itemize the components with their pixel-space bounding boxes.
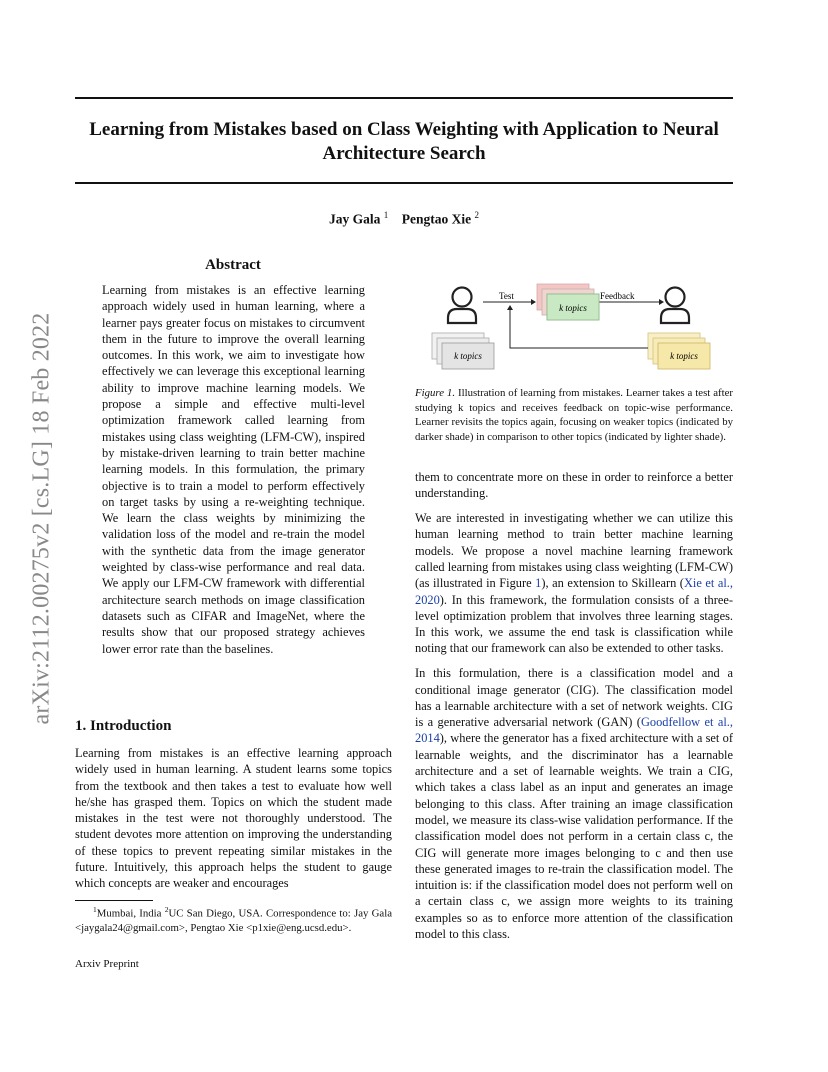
feedback-label: Feedback xyxy=(600,291,635,301)
footnote-text: Mumbai, India xyxy=(96,907,165,920)
k-topics-label: k topics xyxy=(454,351,482,361)
arrow-head xyxy=(531,299,536,305)
test-topics-stack xyxy=(537,284,599,320)
abstract-text: Learning from mistakes is an effective learning approach widely used in human learning, where a learner pays greater focus on mistakes to circumvent them in the future to improve the overall learning outcomes. In this work, we aim to investigate how effectively we can leverage this exceptional learning ability to improve machine learning models. We propose a simple and effective multi-level optimization framework called learning from mistakes using class weighting (LFM-CW), inspired by mistake-driven learning to train better machine learning models. In this formulation, the primary objective is to train a model to perform effectively on target tasks by using a re-weighting technique. We learn the class weights by minimizing the validation loss of the model and re-train the model with the synthetic data from the image generator weighted by class-wise performance and real data. We apply our LFM-CW framework with differential architecture search methods on image classification datasets such as CIFAR and ImageNet, where the results show that our proposed strategy achieves lower error rate than the baselines. xyxy=(102,283,365,656)
caption-label: Figure 1. xyxy=(415,387,456,399)
footnote-rule xyxy=(75,900,153,901)
preprint-label: Arxiv Preprint xyxy=(75,958,139,970)
figure-1-svg xyxy=(415,278,733,378)
title-bottom-rule xyxy=(75,182,733,184)
right-column-text xyxy=(415,469,733,951)
paragraph xyxy=(415,510,733,657)
section-heading-introduction: 1. Introduction xyxy=(75,718,172,734)
title-top-rule xyxy=(75,97,733,99)
figure-1-diagram xyxy=(415,278,733,378)
paper-title xyxy=(75,118,733,166)
figure-ref-link[interactable]: 1 xyxy=(535,576,542,591)
footnote-text: UC San Diego, USA. Correspondence to: Jay Gala <jaygala24@gmail.com>, Pengtao Xie <p1xie@eng.ucsd.edu>. xyxy=(75,907,393,935)
abstract-heading: Abstract xyxy=(205,257,261,273)
learner-icon-right xyxy=(661,288,689,324)
caption-text: Illustration of learning from mistakes. Learner takes a test after studying k topics and receives feedback on topic-wise performance. Learner revisits the topics again, focusing on weaker topics (indicated by darker shade) in comparison to other topics (indicated by lighter shade). xyxy=(415,387,733,443)
k-topics-label: k topics xyxy=(670,351,698,361)
arrow-head xyxy=(659,299,664,305)
paragraph xyxy=(415,665,733,942)
footnote-mark: 2 xyxy=(164,905,169,914)
author-list xyxy=(75,210,733,228)
citation-link[interactable]: Goodfellow et al., 2014 xyxy=(415,715,734,746)
learner-icon-left xyxy=(448,288,476,324)
figure-1-caption xyxy=(415,386,733,444)
author-name: Pengtao Xie xyxy=(401,211,472,227)
paragraph-text: In this formulation, there is a classification model and a conditional image generator (CIG). The classification model has a learnable architecture with a set of network weights. CIG is a generative adversarial network (GAN) ( xyxy=(415,666,733,730)
paragraph-text: ). In this framework, the formulation consists of a three-level optimization problem that involves three learning stages. In this work, we assume the end task is classification while noting that our framework can also be extended to other tasks. xyxy=(415,592,733,656)
author-name: Jay Gala xyxy=(329,211,381,227)
arrow-head xyxy=(507,305,513,310)
paragraph-text: We are interested in investigating whether we can utilize this human learning method to train better machine learning models. We propose a novel machine learning framework called learning from mistakes using class weighting (LFM-CW) (as illustrated in Figure xyxy=(415,511,733,591)
paragraph-text: ), an extension to Skillearn ( xyxy=(541,576,684,591)
revisit-topics-stack xyxy=(648,333,710,369)
introduction-text: Learning from mistakes is an effective learning approach widely used in human learning. A student learns some topics from the textbook and then takes a test to evaluate how well he/she has grasped them. Topics on which the student made mistakes in the test were not thoroughly understood. The student devotes more attention on improving the understanding of these topics to prevent repeating similar mistakes in the future. Intuitively, this approach helps the student to gauge which concepts are weaker and encourages xyxy=(75,746,392,891)
citation-link[interactable]: Xie et al., 2020 xyxy=(415,576,733,607)
title-line-1: Learning from Mistakes based on Class Weighting with Application to Neural xyxy=(89,119,719,140)
author-affiliation-mark: 2 xyxy=(474,210,479,220)
test-label: Test xyxy=(499,291,514,301)
arxiv-identifier: arXiv:2112.00275v2 [cs.LG] 18 Feb 2022 xyxy=(28,312,55,725)
footnote-mark: 1 xyxy=(93,905,97,914)
author-affiliation-mark: 1 xyxy=(383,210,389,220)
footnote xyxy=(75,903,392,936)
study-topics-stack xyxy=(432,333,494,369)
paragraph-text: ), where the generator has a fixed architecture with a set of learnable weights, and the discriminator has a learnable architecture and a set of learnable weights. We train a CIG, which takes a class label as an input and generates an image belonging to this class. After training an image classification model, we measure its class-wise validation performance. If the classification model does not perform in a certain class c, the CIG will generate more images belonging to c and then use these generated images to re-train the classification model. The intuition is: if the classification model does not perform well on a certain class c, we assign more weights to its training examples so as to enforce more attention of the classification model to this class. xyxy=(415,731,733,942)
title-line-2: Architecture Search xyxy=(322,143,486,164)
k-topics-label: k topics xyxy=(559,303,587,313)
paragraph: them to concentrate more on these in order to reinforce a better understanding. xyxy=(415,470,733,501)
